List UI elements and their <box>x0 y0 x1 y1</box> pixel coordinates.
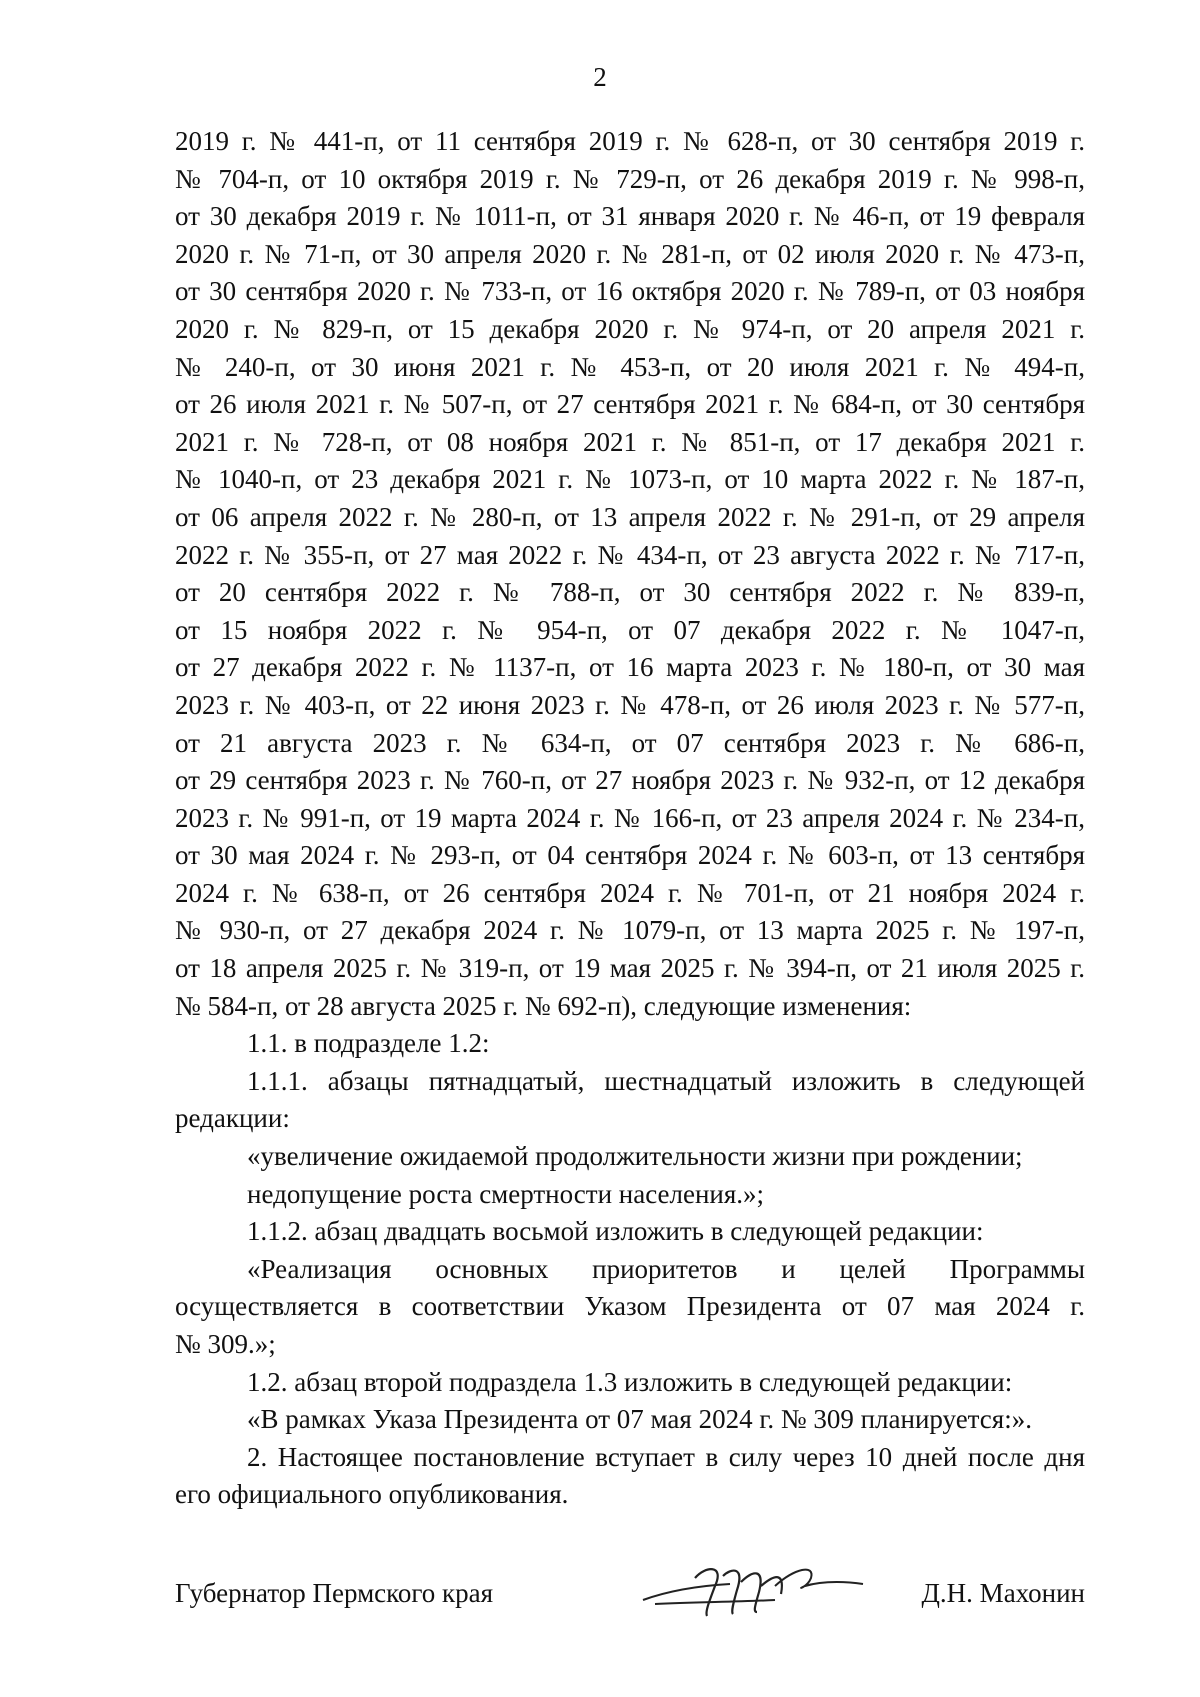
signature-block <box>175 1578 1085 1618</box>
text-line: осуществляется в соответствии Указом Президента от 07 мая 2024 г. <box>175 1291 1085 1322</box>
document-body <box>175 123 1085 1514</box>
page-number: 2 <box>593 62 607 92</box>
text-line: от 30 сентября 2020 г. № 733-п, от 16 октября 2020 г. № 789-п, от 03 ноября <box>175 276 1085 307</box>
text-line: 1.2. абзац второй подраздела 1.3 изложить в следующей редакции: <box>247 1366 1013 1397</box>
text-line: 2023 г. № 403-п, от 22 июня 2023 г. № 478-п, от 26 июля 2023 г. № 577-п, <box>175 689 1085 720</box>
text-line: 2. Настоящее постановление вступает в силу через 10 дней после дня <box>247 1441 1085 1472</box>
text-line: 2021 г. № 728-п, от 08 ноября 2021 г. № 851-п, от 17 декабря 2021 г. <box>175 426 1085 457</box>
text-line: от 21 августа 2023 г. № 634-п, от 07 сентября 2023 г. № 686-п, <box>175 727 1085 758</box>
text-line: 1.1.1. абзацы пятнадцатый, шестнадцатый изложить в следующей <box>247 1065 1085 1096</box>
text-line: от 06 апреля 2022 г. № 280-п, от 13 апреля 2022 г. № 291-п, от 29 апреля <box>175 501 1085 532</box>
text-line: 2024 г. № 638-п, от 26 сентября 2024 г. № 701-п, от 21 ноября 2024 г. <box>175 877 1085 908</box>
text-line: № 930-п, от 27 декабря 2024 г. № 1079-п, от 13 марта 2025 г. № 197-п, <box>175 915 1085 946</box>
text-line: № 240-п, от 30 июня 2021 г. № 453-п, от 20 июля 2021 г. № 494-п, <box>175 351 1085 382</box>
text-line: № 1040-п, от 23 декабря 2021 г. № 1073-п, от 10 марта 2022 г. № 187-п, <box>175 464 1085 495</box>
text-line: от 15 ноября 2022 г. № 954-п, от 07 декабря 2022 г. № 1047-п, <box>175 614 1085 645</box>
text-line: его официального опубликования. <box>175 1479 569 1510</box>
text-line: недопущение роста смертности населения.»; <box>247 1178 765 1209</box>
text-line: «В рамках Указа Президента от 07 мая 2024 г. № 309 планируется:». <box>247 1404 1032 1435</box>
text-line: 2023 г. № 991-п, от 19 марта 2024 г. № 166-п, от 23 апреля 2024 г. № 234-п, <box>175 802 1085 833</box>
text-line: 2022 г. № 355-п, от 27 мая 2022 г. № 434-п, от 23 августа 2022 г. № 717-п, <box>175 539 1085 570</box>
text-line: редакции: <box>175 1103 290 1134</box>
text-line: 2020 г. № 829-п, от 15 декабря 2020 г. № 974-п, от 20 апреля 2021 г. <box>175 313 1085 344</box>
text-line: 1.1. в подразделе 1.2: <box>247 1028 490 1059</box>
text-line: № 309.»; <box>175 1329 276 1359</box>
text-line: № 704-п, от 10 октября 2019 г. № 729-п, от 26 декабря 2019 г. № 998-п, <box>175 163 1085 194</box>
signatory-name: Д.Н. Махонин <box>921 1578 1085 1608</box>
text-line: «увеличение ожидаемой продолжительности жизни при рождении; <box>247 1141 1023 1172</box>
handwritten-signature <box>635 1556 865 1626</box>
text-line: № 584-п, от 28 августа 2025 г. № 692-п), следующие изменения: <box>175 990 912 1021</box>
text-line: «Реализация основных приоритетов и целей Программы <box>247 1253 1085 1284</box>
text-line: от 27 декабря 2022 г. № 1137-п, от 16 марта 2023 г. № 180-п, от 30 мая <box>175 652 1085 683</box>
text-line: от 29 сентября 2023 г. № 760-п, от 27 ноября 2023 г. № 932-п, от 12 декабря <box>175 765 1085 796</box>
text-line: от 30 декабря 2019 г. № 1011-п, от 31 января 2020 г. № 46-п, от 19 февраля <box>175 201 1085 232</box>
text-line: 2020 г. № 71-п, от 30 апреля 2020 г. № 281-п, от 02 июля 2020 г. № 473-п, <box>175 238 1085 269</box>
signatory-title: Губернатор Пермского края <box>175 1578 494 1608</box>
text-line: от 26 июля 2021 г. № 507-п, от 27 сентября 2021 г. № 684-п, от 30 сентября <box>175 389 1085 420</box>
text-line: от 18 апреля 2025 г. № 319-п, от 19 мая 2025 г. № 394-п, от 21 июля 2025 г. <box>175 953 1085 984</box>
text-line: 1.1.2. абзац двадцать восьмой изложить в следующей редакции: <box>247 1216 984 1247</box>
text-line: 2019 г. № 441-п, от 11 сентября 2019 г. № 628-п, от 30 сентября 2019 г. <box>175 126 1085 156</box>
text-line: от 20 сентября 2022 г. № 788-п, от 30 сентября 2022 г. № 839-п, <box>175 577 1085 608</box>
text-line: от 30 мая 2024 г. № 293-п, от 04 сентября 2024 г. № 603-п, от 13 сентября <box>175 840 1085 871</box>
